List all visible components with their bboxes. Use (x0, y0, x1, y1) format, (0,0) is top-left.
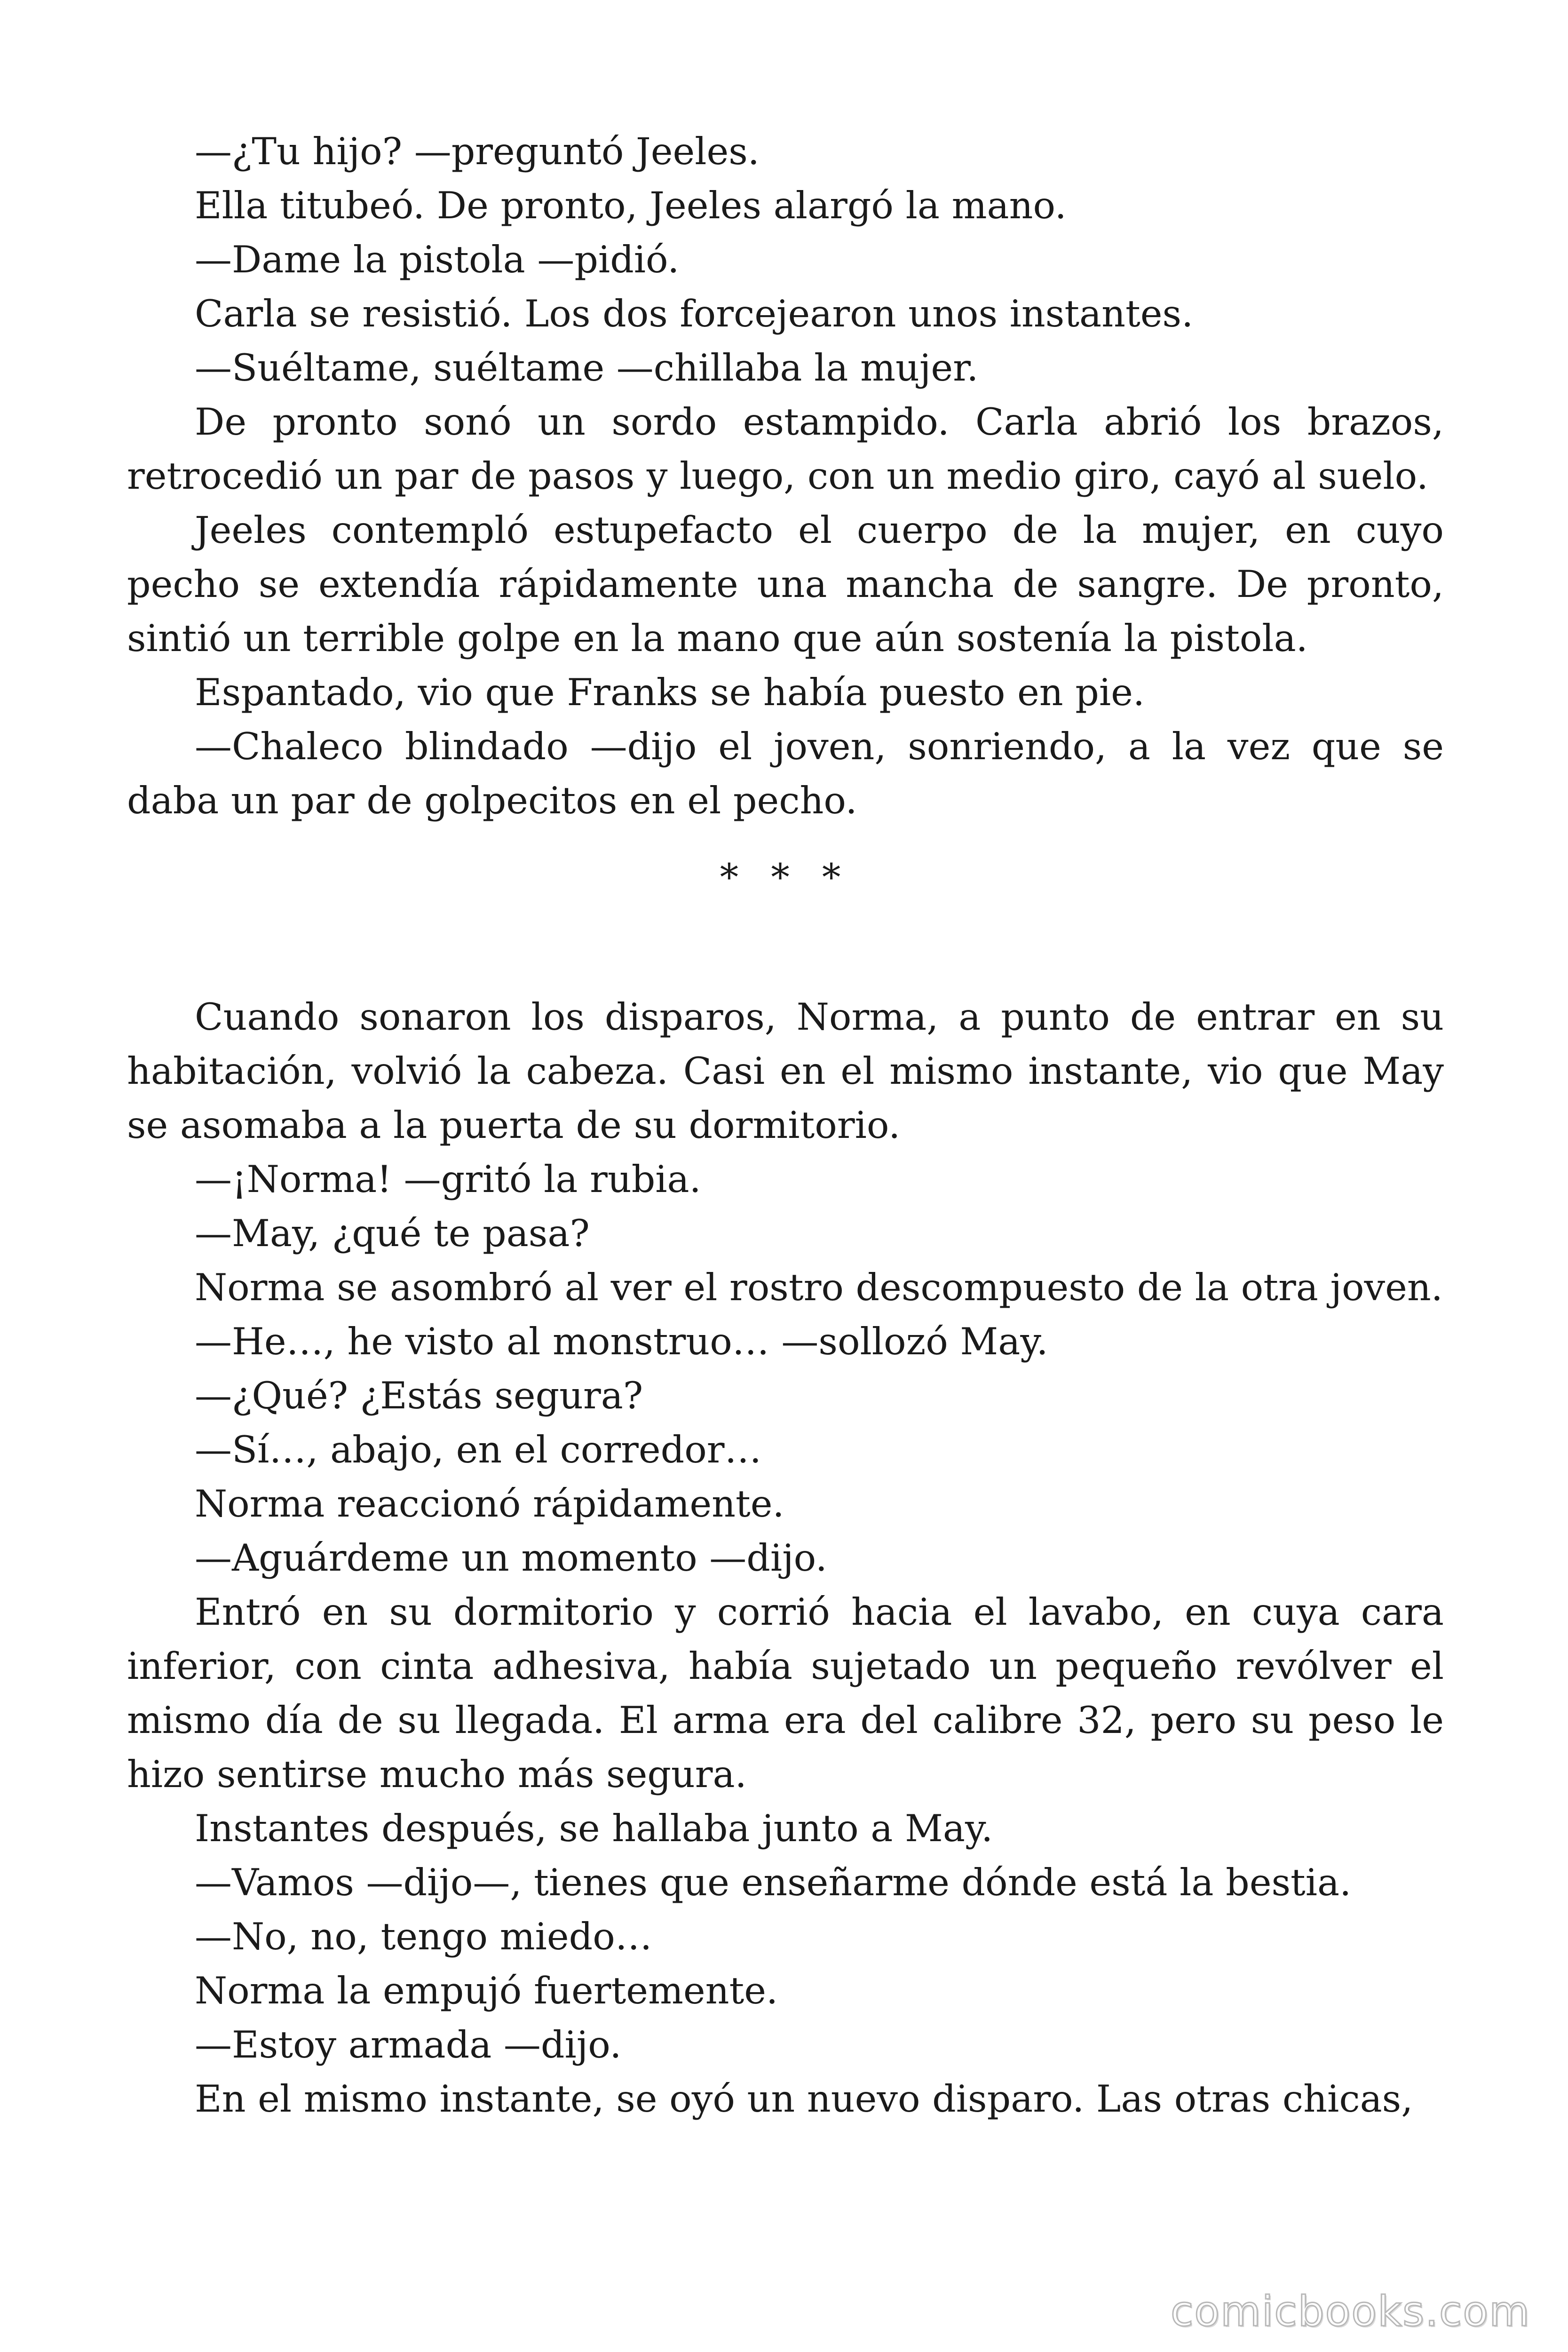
paragraph: Ella titubeó. De pronto, Jeeles alargó la mano. (195, 184, 1067, 227)
paragraph: —¿Qué? ¿Estás segura? (195, 1374, 643, 1417)
paragraph: Entró en su dormitorio y corrió hacia el lavabo, en cuya cara inferior, con cinta adhesiva, había sujetado un pequeño revólver el mismo día de su llegada. El arma era del calibre 32, pero su peso le hizo sentirse mucho más segura. (127, 1590, 1444, 1796)
paragraph: —He…, he visto al monstruo… —sollozó May. (195, 1320, 1048, 1363)
paragraph: Norma se asombró al ver el rostro descompuesto de la otra joven. (195, 1266, 1443, 1309)
paragraph: Carla se resistió. Los dos forcejearon unos instantes. (195, 292, 1194, 335)
paragraph: —Vamos —dijo—, tienes que enseñarme dónde está la bestia. (195, 1861, 1352, 1904)
paragraph: —Chaleco blindado —dijo el joven, sonriendo, a la vez que se daba un par de golpecitos en el pecho. (127, 725, 1444, 822)
paragraph: Jeeles contempló estupefacto el cuerpo de la mujer, en cuyo pecho se extendía rápidamente una mancha de sangre. De pronto, sintió un terrible golpe en la mano que aún sostenía la pistola. (127, 509, 1444, 660)
paragraph: —No, no, tengo miedo… (195, 1915, 652, 1958)
paragraph: —Dame la pistola —pidió. (195, 238, 680, 281)
page-body (127, 125, 1444, 2126)
paragraph: —¿Tu hijo? —preguntó Jeeles. (195, 130, 760, 173)
paragraph: —Estoy armada —dijo. (195, 2023, 622, 2066)
paragraph: De pronto sonó un sordo estampido. Carla abrió los brazos, retrocedió un par de pasos y luego, con un medio giro, cayó al suelo. (127, 400, 1444, 498)
paragraph: —May, ¿qué te pasa? (195, 1212, 590, 1255)
paragraph: Norma reaccionó rápidamente. (195, 1482, 784, 1526)
paragraph: —Aguárdeme un momento —dijo. (195, 1536, 827, 1580)
paragraph: Norma la empujó fuertemente. (195, 1969, 778, 2012)
paragraph: Instantes después, se hallaba junto a May. (195, 1807, 993, 1850)
paragraph: —Sí…, abajo, en el corredor… (195, 1428, 762, 1471)
paragraph: Cuando sonaron los disparos, Norma, a punto de entrar en su habitación, volvió la cabeza. Casi en el mismo instante, vio que May se asomaba a la puerta de su dormitorio. (127, 995, 1444, 1147)
paragraph: Espantado, vio que Franks se había puesto en pie. (195, 671, 1145, 714)
paragraph: En el mismo instante, se oyó un nuevo disparo. Las otras chicas, (195, 2077, 1413, 2121)
scene-separator: * * * (720, 856, 851, 899)
paragraph: —¡Norma! —gritó la rubia. (195, 1158, 701, 1201)
paragraph: —Suéltame, suéltame —chillaba la mujer. (195, 346, 979, 389)
watermark-logo: comicbooks.com (1170, 2287, 1530, 2336)
